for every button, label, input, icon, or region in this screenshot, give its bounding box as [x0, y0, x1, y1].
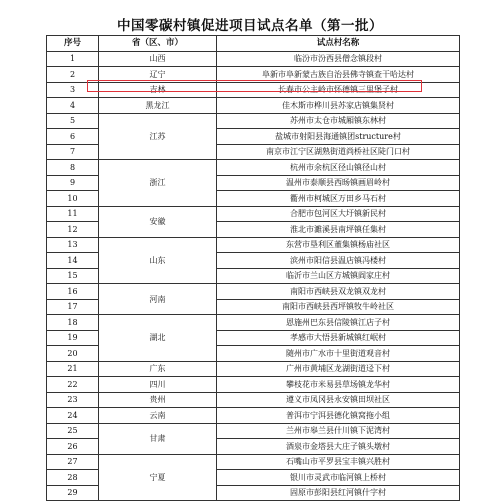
table-row: [47, 454, 460, 470]
row-number: 27: [47, 454, 99, 470]
table-body: [47, 51, 460, 501]
village-name: 淮北市濉溪县南坪镇任集村: [217, 222, 460, 238]
village-name: 南京市江宁区湖熟街道尚桥社区陡门口村: [217, 144, 460, 160]
table-row: [47, 392, 460, 408]
province-cell: 山东: [99, 237, 217, 284]
village-name: 广州市黄埔区龙湖街道迳下村: [217, 361, 460, 377]
village-name: 长春市公主岭市怀德镇三里堡子村: [217, 82, 460, 98]
village-name: 南阳市西峡县双龙镇双龙村: [217, 284, 460, 300]
table-row: [47, 160, 460, 176]
table-row: [47, 315, 460, 331]
row-number: 11: [47, 206, 99, 222]
province-cell: 浙江: [99, 160, 217, 207]
row-number: 22: [47, 377, 99, 393]
province-cell: 吉林: [99, 82, 217, 98]
document-title: 中国零碳村镇促进项目试点名单（第一批）: [117, 18, 383, 34]
row-number: 20: [47, 346, 99, 362]
row-number: 7: [47, 144, 99, 160]
village-name: 杭州市余杭区径山镇径山村: [217, 160, 460, 176]
row-number: 26: [47, 439, 99, 455]
row-number: 18: [47, 315, 99, 331]
table-row: [47, 98, 460, 114]
province-cell: 辽宁: [99, 67, 217, 83]
row-number: 4: [47, 98, 99, 114]
village-name: 孝感市大悟县新城镇红岷村: [217, 330, 460, 346]
village-name: 滨州市阳信县温店镇冯楼村: [217, 253, 460, 269]
village-name: 阜新市阜新蒙古族自治县佛寺镇查干哈达村: [217, 67, 460, 83]
village-name: 临汾市汾西县僧念镇段村: [217, 51, 460, 67]
province-cell: 贵州: [99, 392, 217, 408]
row-number: 29: [47, 485, 99, 501]
header-province: 省（区、市）: [99, 36, 217, 52]
row-number: 3: [47, 82, 99, 98]
row-number: 9: [47, 175, 99, 191]
table-row: [47, 377, 460, 393]
province-cell: 广东: [99, 361, 217, 377]
header-village: 试点村名称: [217, 36, 460, 52]
province-cell: 河南: [99, 284, 217, 315]
village-name: 普洱市宁洱县德化镇窝拖小组: [217, 408, 460, 424]
village-name: 遵义市凤冈县永安镇田坝社区: [217, 392, 460, 408]
row-number: 28: [47, 470, 99, 486]
village-name: 攀枝花市米易县草场镇龙华村: [217, 377, 460, 393]
row-number: 23: [47, 392, 99, 408]
village-name: 恩施州巴东县信陵镇江店子村: [217, 315, 460, 331]
village-name: 兰州市皋兰县什川镇下泥湾村: [217, 423, 460, 439]
row-number: 14: [47, 253, 99, 269]
village-name: 苏州市太仓市城厢镇东林村: [217, 113, 460, 129]
row-number: 15: [47, 268, 99, 284]
row-number: 2: [47, 67, 99, 83]
village-name: 佳木斯市桦川县苏家店镇集贤村: [217, 98, 460, 114]
row-number: 1: [47, 51, 99, 67]
row-number: 13: [47, 237, 99, 253]
table-row: [47, 206, 460, 222]
province-cell: 湖北: [99, 315, 217, 362]
province-cell: 四川: [99, 377, 217, 393]
table-row: [47, 51, 460, 67]
village-name: 东营市垦利区董集镇杨庙社区: [217, 237, 460, 253]
province-cell: 黑龙江: [99, 98, 217, 114]
village-name: 酒泉市金塔县大庄子镇头墩村: [217, 439, 460, 455]
table-row: [47, 67, 460, 83]
row-number: 6: [47, 129, 99, 145]
row-number: 24: [47, 408, 99, 424]
table-header-row: [47, 36, 460, 52]
village-name: 固原市彭阳县红河镇什字村: [217, 485, 460, 501]
table-row: [47, 237, 460, 253]
village-name: 银川市灵武市临河镇上桥村: [217, 470, 460, 486]
row-number: 17: [47, 299, 99, 315]
village-name: 南阳市西峡县西坪镇牧牛岭社区: [217, 299, 460, 315]
table-row: [47, 423, 460, 439]
row-number: 19: [47, 330, 99, 346]
village-name: 随州市广水市十里街道观音村: [217, 346, 460, 362]
row-number: 16: [47, 284, 99, 300]
village-name: 临沂市兰山区方城镇阎家庄村: [217, 268, 460, 284]
row-number: 5: [47, 113, 99, 129]
row-number: 8: [47, 160, 99, 176]
row-number: 10: [47, 191, 99, 207]
village-name: 温州市泰顺县西旸镇画眉岭村: [217, 175, 460, 191]
province-cell: 宁夏: [99, 454, 217, 501]
row-number: 12: [47, 222, 99, 238]
pilot-village-table: [46, 35, 460, 501]
village-name: 盐城市射阳县海通镇团structure村: [217, 129, 460, 145]
village-name: 石嘴山市平罗县宝丰镇兴胜村: [217, 454, 460, 470]
province-cell: 江苏: [99, 113, 217, 160]
table-row: [47, 284, 460, 300]
table-row: [47, 82, 460, 98]
row-number: 25: [47, 423, 99, 439]
province-cell: 安徽: [99, 206, 217, 237]
table-row: [47, 408, 460, 424]
village-name: 衢州市柯城区万田乡马石村: [217, 191, 460, 207]
village-name: 合肥市包河区大圩镇新民村: [217, 206, 460, 222]
header-no: 序号: [47, 36, 99, 52]
province-cell: 山西: [99, 51, 217, 67]
table-row: [47, 361, 460, 377]
province-cell: 甘肃: [99, 423, 217, 454]
table-row: [47, 113, 460, 129]
row-number: 21: [47, 361, 99, 377]
province-cell: 云南: [99, 408, 217, 424]
